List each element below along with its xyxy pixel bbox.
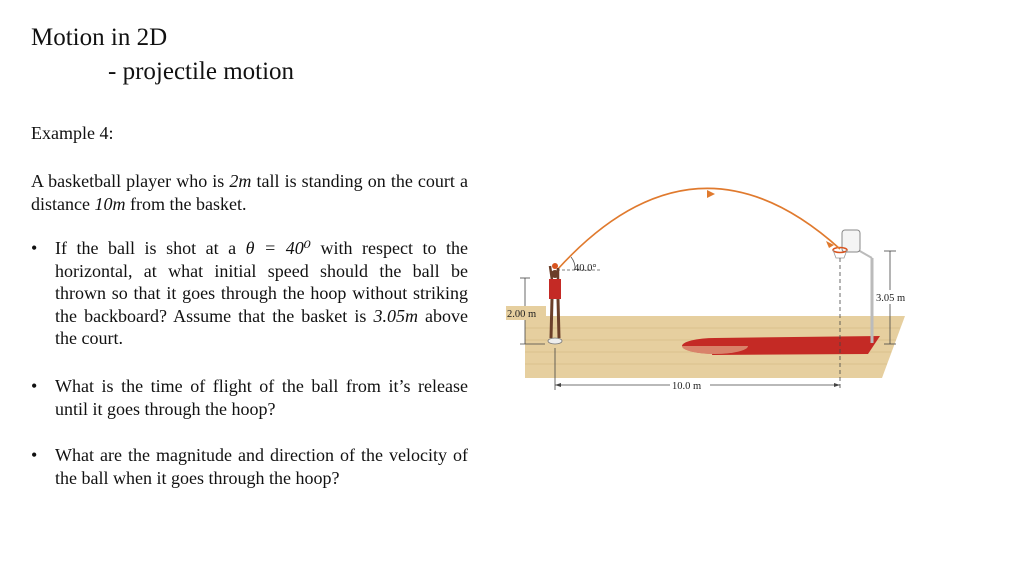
backboard — [842, 230, 860, 252]
hoop-arm — [858, 250, 872, 258]
player-jersey — [549, 279, 561, 299]
basketball-diagram — [500, 178, 920, 398]
player-arm — [550, 266, 552, 280]
player-height-label: 2.00 m — [507, 309, 537, 320]
distance-label: 10.0 m — [672, 381, 702, 392]
math-angle: θ = 40⁰ — [245, 238, 311, 258]
bullet-marker: • — [31, 238, 38, 258]
math-player-height: 2m — [229, 171, 252, 191]
bullet-marker: • — [31, 445, 38, 465]
hoop-height-label: 3.05 m — [876, 293, 906, 304]
bullet-item-velocity — [31, 444, 468, 489]
math-basket-height: 3.05m — [373, 305, 418, 326]
slide-title: Motion in 2D — [31, 24, 168, 51]
trajectory-arrow — [707, 190, 715, 198]
angle-label: 40.0° — [574, 263, 597, 274]
bullet-item-initial-speed — [31, 237, 468, 350]
bullet-text: What are the magnitude and direction of the velocity of the ball when it goes through the hoop? — [55, 445, 468, 488]
bullet-text: What is the time of flight of the ball from it’s release until it goes through the hoop? — [55, 376, 468, 419]
slide-subtitle: - projectile motion — [108, 58, 295, 85]
bullet-text: If the ball is shot at a θ = 40⁰ with respect to the horizontal, at what initial speed should the ball be thrown so that it goes through the hoop without striking the backboard? Assume that the basket is 3.05m above the court. — [55, 238, 469, 349]
projectile-figure — [500, 178, 920, 398]
math-distance: 10m — [94, 193, 126, 214]
player-leg — [558, 299, 559, 338]
bullet-marker: • — [31, 376, 38, 396]
basketball — [552, 263, 558, 269]
example-label: Example 4: — [31, 123, 114, 143]
ball-trajectory — [557, 188, 840, 270]
player-shoes — [548, 338, 562, 344]
bullet-item-time-of-flight — [31, 375, 468, 420]
intro-paragraph: A basketball player who is 2m tall is standing on the court a distance 10m from the basket. — [31, 171, 468, 214]
player-leg — [551, 299, 552, 338]
